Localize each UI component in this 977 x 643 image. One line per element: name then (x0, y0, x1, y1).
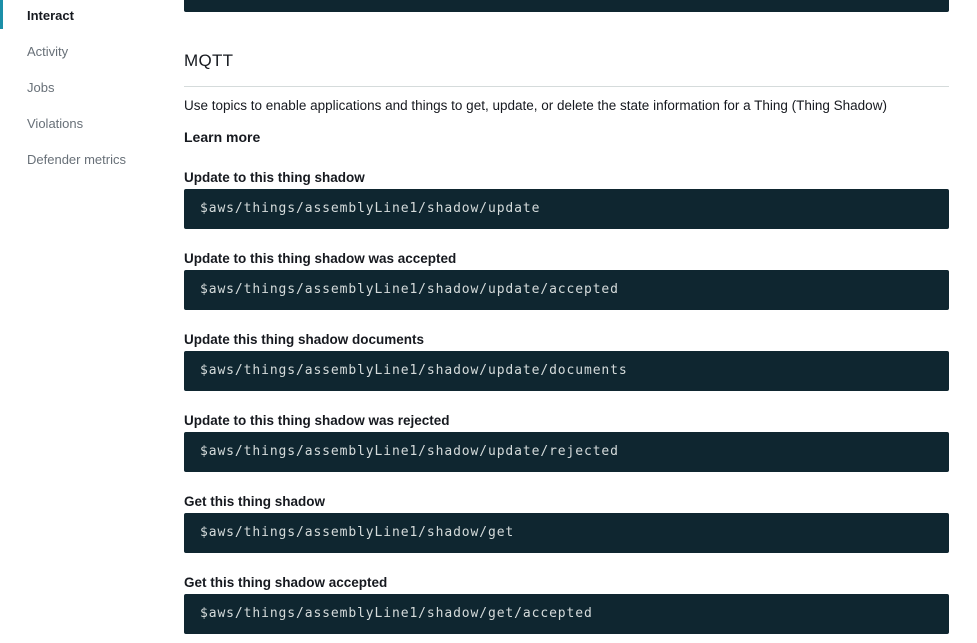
sidebar-item-jobs[interactable]: Jobs (27, 80, 55, 95)
sidebar-item-defender-metrics[interactable]: Defender metrics (27, 152, 126, 167)
sidebar-item-violations[interactable]: Violations (27, 116, 84, 131)
topic-value-box[interactable]: $aws/things/assemblyLine1/shadow/get (184, 513, 949, 553)
topic-value-box[interactable]: $aws/things/assemblyLine1/shadow/get/accepted (184, 594, 949, 634)
topic-value-box[interactable]: $aws/things/assemblyLine1/shadow/update (184, 189, 949, 229)
sidebar-item-activity[interactable]: Activity (27, 44, 69, 59)
topic-value-box[interactable]: $aws/things/assemblyLine1/shadow/update/rejected (184, 432, 949, 472)
section-divider (184, 86, 949, 87)
topic-value-box[interactable]: $aws/things/assemblyLine1/shadow/update/documents (184, 351, 949, 391)
topic-label: Get this thing shadow accepted (184, 575, 388, 590)
topic-label: Update this thing shadow documents (184, 332, 425, 347)
topic-label: Get this thing shadow (184, 494, 325, 509)
sidebar-item-interact[interactable]: Interact (0, 4, 160, 28)
topic-label: Update to this thing shadow was rejected (184, 413, 450, 428)
mqtt-description: Use topics to enable applications and things to get, update, or delete the state information for a Thing (Thing Shadow) (184, 98, 887, 113)
topic-label: Update to this thing shadow was accepted (184, 251, 457, 266)
main-content (184, 0, 949, 643)
topic-label: Update to this thing shadow (184, 170, 365, 185)
learn-more-link[interactable]: Learn more (184, 129, 261, 145)
sidebar-nav (0, 0, 160, 643)
previous-topic-box (184, 0, 949, 12)
section-title-mqtt: MQTT (184, 51, 234, 70)
topic-value-box[interactable]: $aws/things/assemblyLine1/shadow/update/accepted (184, 270, 949, 310)
